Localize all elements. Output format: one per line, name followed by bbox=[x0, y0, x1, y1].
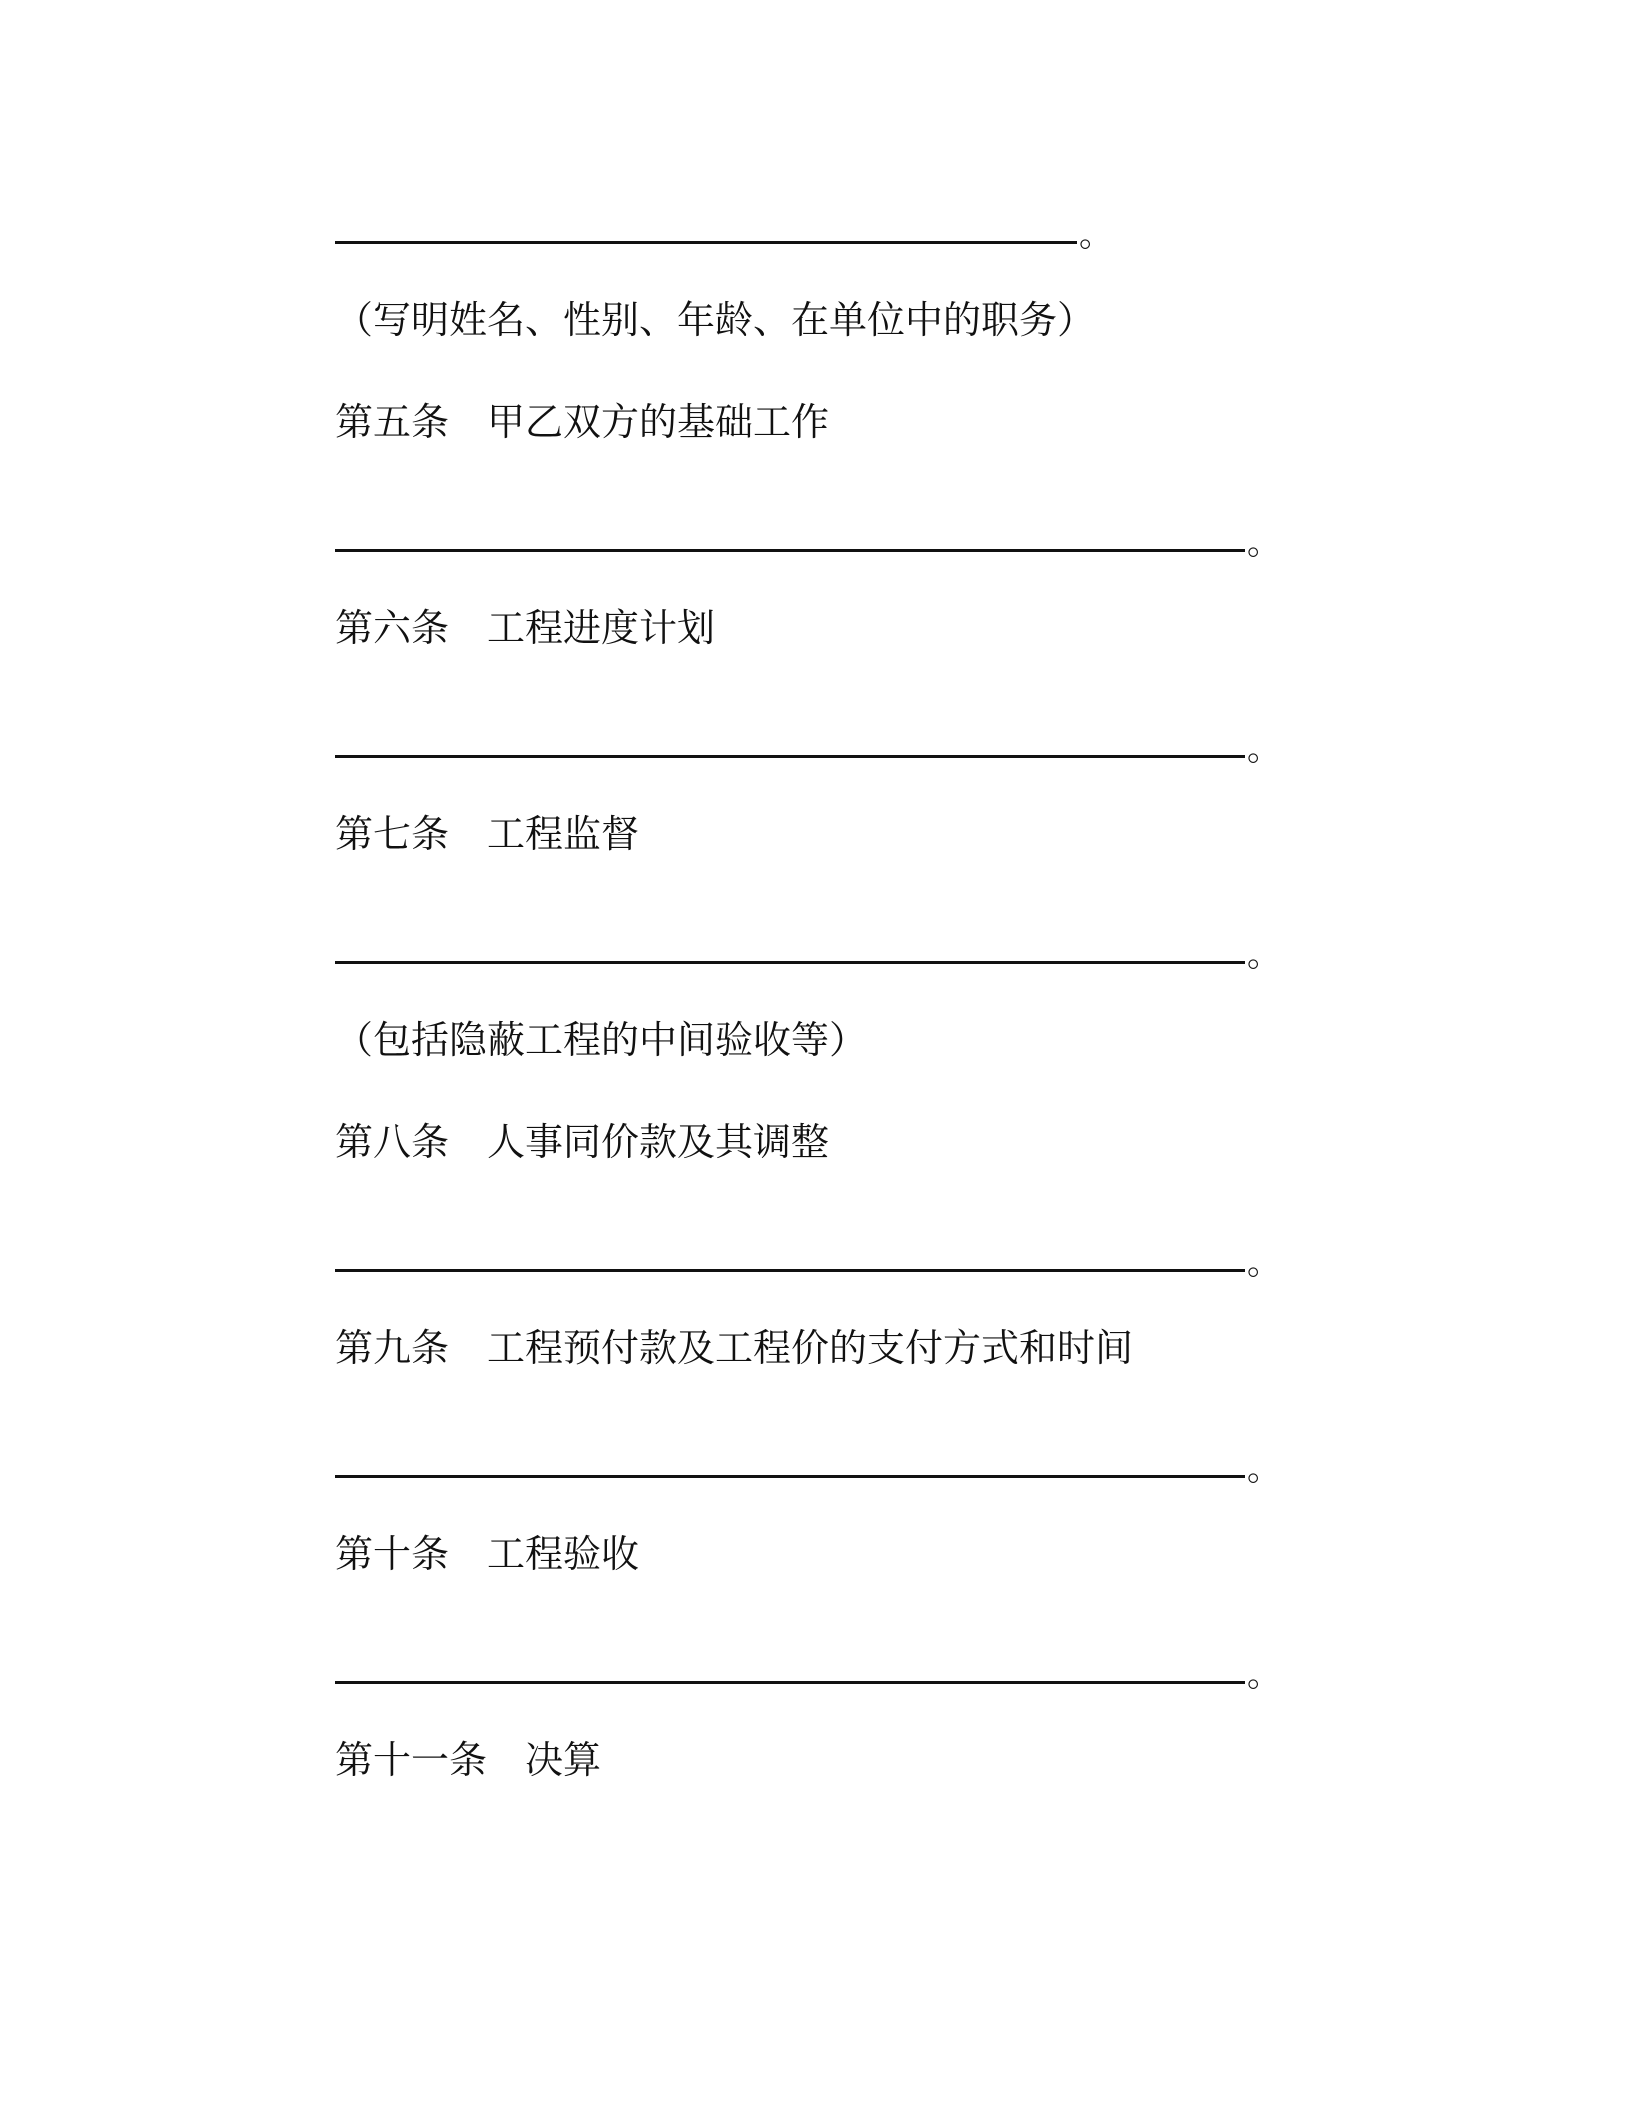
fill-in-blank-1 bbox=[335, 206, 1113, 254]
article-5-heading bbox=[335, 398, 829, 446]
article-number: 第十一条 bbox=[335, 1738, 488, 1782]
article-number: 第十条 bbox=[335, 1532, 450, 1576]
article-title: 甲乙双方的基础工作 bbox=[487, 400, 830, 444]
blank-period: 。 bbox=[1247, 523, 1281, 563]
blank-underline bbox=[335, 241, 1077, 244]
article-number: 第六条 bbox=[335, 606, 450, 650]
article-title: 工程监督 bbox=[487, 812, 640, 856]
article-number: 第八条 bbox=[335, 1120, 450, 1164]
blank-underline bbox=[335, 1269, 1245, 1272]
blank-period: 。 bbox=[1247, 935, 1281, 975]
article-title: 工程验收 bbox=[487, 1532, 640, 1576]
blank-underline bbox=[335, 549, 1245, 552]
article-title: 工程预付款及工程价的支付方式和时间 bbox=[487, 1326, 1134, 1370]
blank-underline bbox=[335, 961, 1245, 964]
blank-underline bbox=[335, 755, 1245, 758]
article-title: 人事同价款及其调整 bbox=[487, 1120, 830, 1164]
blank-period: 。 bbox=[1247, 729, 1281, 769]
blank-period: 。 bbox=[1079, 215, 1113, 255]
article-11-heading bbox=[335, 1736, 601, 1784]
article-title: 决算 bbox=[525, 1738, 602, 1782]
article-number: 第九条 bbox=[335, 1326, 450, 1370]
article-number: 第五条 bbox=[335, 400, 450, 444]
fill-in-blank-5 bbox=[335, 1234, 1281, 1282]
blank-underline bbox=[335, 1475, 1245, 1478]
blank-period: 。 bbox=[1247, 1449, 1281, 1489]
note-person-details: （写明姓名、性别、年龄、在单位中的职务） bbox=[335, 298, 1096, 342]
blank-period: 。 bbox=[1247, 1655, 1281, 1695]
article-number: 第七条 bbox=[335, 812, 450, 856]
fill-in-blank-3 bbox=[335, 720, 1281, 768]
fill-in-blank-6 bbox=[335, 1440, 1281, 1488]
blank-underline bbox=[335, 1681, 1245, 1684]
blank-period: 。 bbox=[1247, 1243, 1281, 1283]
fill-in-blank-2 bbox=[335, 514, 1281, 562]
article-10-heading bbox=[335, 1530, 639, 1578]
article-9-heading bbox=[335, 1324, 1133, 1372]
article-7-heading bbox=[335, 810, 639, 858]
note-hidden-works-inspection: （包括隐蔽工程的中间验收等） bbox=[335, 1018, 868, 1062]
fill-in-blank-7 bbox=[335, 1646, 1281, 1694]
fill-in-blank-4 bbox=[335, 926, 1281, 974]
article-8-heading bbox=[335, 1118, 829, 1166]
article-6-heading bbox=[335, 604, 715, 652]
article-title: 工程进度计划 bbox=[487, 606, 716, 650]
